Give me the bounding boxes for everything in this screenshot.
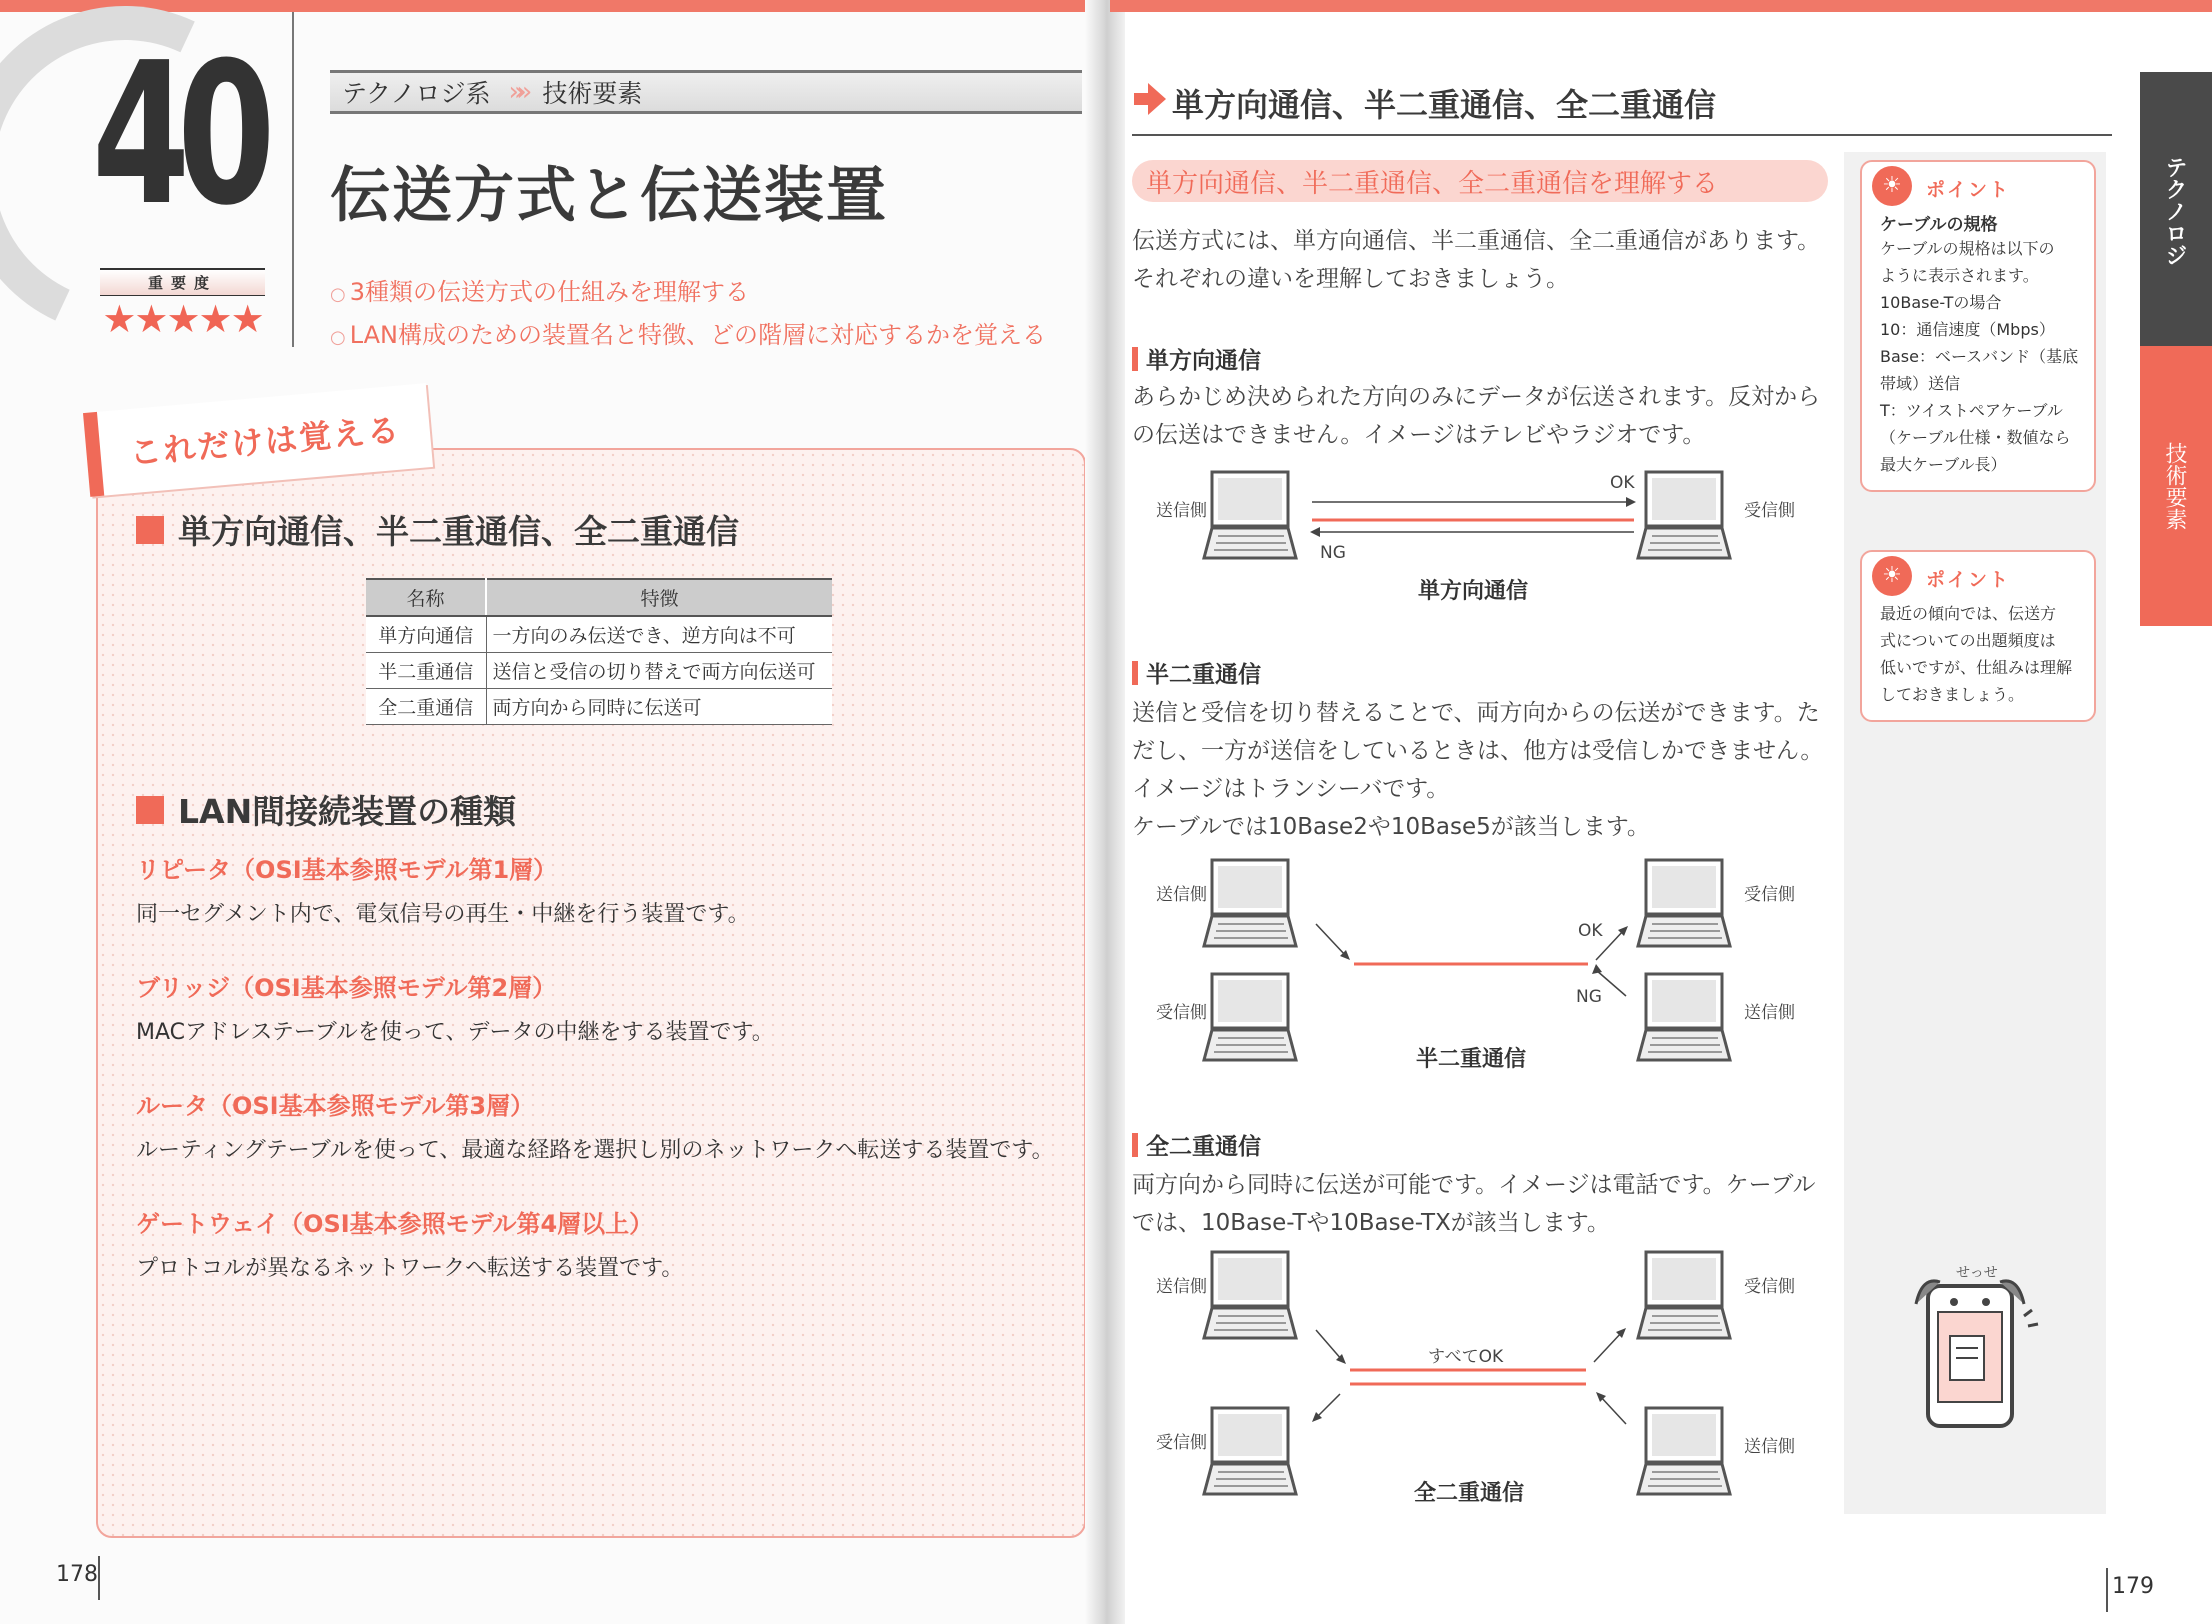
table-header-row bbox=[366, 579, 832, 616]
half-duplex-diagram bbox=[1140, 856, 1840, 1076]
top-accent-bar-right bbox=[1110, 0, 2212, 12]
ng-label: NG bbox=[1320, 543, 1346, 563]
table-cell: 両方向から同時に伝送可 bbox=[486, 689, 832, 725]
laptop-icon bbox=[1638, 974, 1730, 1060]
page-number-left: 178 bbox=[56, 1562, 98, 1587]
table-cell: 送信と受信の切り替えで両方向伝送可 bbox=[486, 653, 832, 689]
page-number-right: 179 bbox=[2112, 1574, 2154, 1599]
device-description: ルーティングテーブルを使って、最適な経路を選択し別のネットワークへ転送する装置です。 bbox=[136, 1138, 1054, 1163]
tl-label: 送信側 bbox=[1156, 885, 1207, 905]
objective-item: ○ LAN構成のための装置名と特徴、どの階層に対応するかを覚える bbox=[330, 321, 1047, 349]
section-heading-transmission: 単方向通信、半二重通信、全二重通信 bbox=[136, 506, 739, 553]
page-number-rule bbox=[2106, 1568, 2108, 1612]
br-label: 送信側 bbox=[1744, 1437, 1795, 1457]
point-header bbox=[1872, 160, 2010, 206]
laptop-icon bbox=[1204, 1408, 1296, 1494]
device-description: MACアドレステーブルを使って、データの中継をする装置です。 bbox=[136, 1020, 774, 1045]
device-name: リピータ（OSI基本参照モデル第1層） bbox=[136, 856, 558, 884]
table-header-cell: 特徴 bbox=[486, 579, 832, 616]
subheading-full-duplex: 全二重通信 bbox=[1132, 1128, 1261, 1161]
table-cell: 全二重通信 bbox=[366, 689, 486, 725]
ng-label: NG bbox=[1576, 987, 1602, 1007]
device-name: ゲートウェイ（OSI基本参照モデル第4層以上） bbox=[136, 1210, 654, 1238]
full-duplex-caption: 全二重通信 bbox=[1414, 1481, 1525, 1506]
page-title: 伝送方式と伝送装置 bbox=[330, 161, 888, 231]
intro-paragraph: 伝送方式には、単方向通信、半二重通信、全二重通信があります。 それぞれの違いを理解しておきましょう。 bbox=[1132, 228, 1821, 292]
device-item-router bbox=[136, 1086, 1054, 1164]
laptop-icon bbox=[1204, 860, 1296, 946]
receiver-laptop-icon bbox=[1638, 472, 1730, 558]
ok-label: OK bbox=[1578, 921, 1603, 941]
tr-label: 受信側 bbox=[1744, 885, 1795, 905]
point-label: ポイント bbox=[1926, 178, 2011, 201]
arrow-right-icon bbox=[1132, 81, 1172, 125]
section-heading-lan-devices: LAN間接続装置の種類 bbox=[136, 786, 516, 833]
half-duplex-caption: 半二重通信 bbox=[1416, 1047, 1527, 1072]
breadcrumb-category: テクノロジ系 bbox=[342, 79, 491, 108]
bl-label: 受信側 bbox=[1156, 1003, 1207, 1023]
left-page bbox=[0, 0, 1100, 1624]
subheading-simplex: 単方向通信 bbox=[1132, 342, 1261, 375]
receiver-label: 受信側 bbox=[1744, 501, 1795, 521]
point-box-trend: ☀ ポイント 最近の傾向では、伝送方 式についての出題頻度は 低いですが、仕組みは理解 しておきましょう。 bbox=[1860, 550, 2096, 722]
point-box-cable: ☀ ポイント ケーブルの規格 ケーブルの規格は以下の ように表示されます。 10Base-Tの場合 10：通信速度（Mbps） Base：ベースバンド（基底 帯域）送信 T：ツイストペアケーブル （ケーブル仕様・数値なら 最大ケーブル長） bbox=[1860, 160, 2096, 492]
page-number-rule bbox=[98, 1556, 100, 1600]
table-cell: 一方向のみ伝送でき、逆方向は不可 bbox=[486, 616, 832, 653]
tl-label: 送信側 bbox=[1156, 1277, 1207, 1297]
sender-label: 送信側 bbox=[1156, 501, 1207, 521]
half-duplex-paragraph: 送信と受信を切り替えることで、両方向からの伝送ができます。た だし、一方が送信をしているときは、他方は受信しかできません。 イメージはトランシーバです。 ケーブルでは10Base2や10Base5が該当します。 bbox=[1132, 700, 1824, 840]
simplex-paragraph: あらかじめ決められた方向のみにデータが伝送されます。反対から の伝送はできません。イメージはテレビやラジオです。 bbox=[1132, 384, 1821, 448]
laptop-icon bbox=[1638, 1252, 1730, 1338]
point-label: ポイント bbox=[1926, 568, 2011, 591]
objectives-list bbox=[330, 272, 1046, 358]
breadcrumb-topic: 技術要素 bbox=[542, 79, 643, 108]
memo-tab-label: これだけは覚える bbox=[127, 410, 403, 473]
mascot-label: せっせ bbox=[1956, 1265, 1998, 1281]
section-pill: 単方向通信、半二重通信、全二重通信を理解する bbox=[1132, 160, 1828, 202]
chapter-number: 40 bbox=[92, 21, 263, 249]
laptop-icon bbox=[1638, 1408, 1730, 1494]
right-title-rule bbox=[1132, 134, 2112, 136]
header-divider bbox=[292, 12, 294, 347]
side-tab-category: テクノロジ bbox=[2140, 72, 2212, 346]
device-description: プロトコルが異なるネットワークへ転送する装置です。 bbox=[136, 1256, 684, 1281]
breadcrumb-chevron-icon: »» bbox=[508, 77, 525, 107]
point-header bbox=[1872, 550, 2010, 596]
book-gutter bbox=[1085, 0, 1125, 1624]
transmission-table bbox=[366, 578, 832, 725]
full-duplex-paragraph: 両方向から同時に伝送が可能です。イメージは電話です。ケーブル では、10Base-Tや10Base-TXが該当します。 bbox=[1132, 1172, 1816, 1236]
full-duplex-diagram bbox=[1140, 1250, 1840, 1512]
device-name: ルータ（OSI基本参照モデル第3層） bbox=[136, 1092, 535, 1120]
simplex-caption: 単方向通信 bbox=[1418, 579, 1529, 604]
breadcrumb bbox=[330, 70, 1082, 114]
laptop-icon bbox=[1204, 1252, 1296, 1338]
device-item-repeater bbox=[136, 850, 750, 928]
importance-label: 重要度 bbox=[100, 268, 265, 296]
circle-bullet-icon: ○ bbox=[330, 284, 346, 305]
device-description: 同一セグメント内で、電気信号の再生・中継を行う装置です。 bbox=[136, 902, 750, 927]
bl-label: 受信側 bbox=[1156, 1433, 1207, 1453]
right-section-title: 単方向通信、半二重通信、全二重通信 bbox=[1132, 80, 1716, 126]
square-bullet-icon bbox=[136, 796, 164, 824]
heading-bar-icon bbox=[1132, 1133, 1138, 1157]
table-cell: 半二重通信 bbox=[366, 653, 486, 689]
all-ok-label: すべてOK bbox=[1428, 1347, 1504, 1367]
table-row bbox=[366, 653, 832, 689]
objective-item: ○ 3種類の伝送方式の仕組みを理解する bbox=[330, 278, 749, 306]
laptop-icon bbox=[1204, 974, 1296, 1060]
table-header-cell: 名称 bbox=[366, 579, 486, 616]
br-label: 送信側 bbox=[1744, 1003, 1795, 1023]
tr-label: 受信側 bbox=[1744, 1277, 1795, 1297]
table-cell: 単方向通信 bbox=[366, 616, 486, 653]
laptop-icon bbox=[1638, 860, 1730, 946]
importance-stars-icon: ★★★★★ bbox=[102, 297, 263, 341]
device-item-gateway bbox=[136, 1204, 683, 1282]
mascot-phone-icon bbox=[1892, 1256, 2052, 1456]
importance-rating bbox=[100, 268, 265, 342]
table-row bbox=[366, 616, 832, 653]
side-tab-topic: 技術要素 bbox=[2140, 346, 2212, 626]
point-title: ケーブルの規格 bbox=[1880, 215, 1998, 235]
table-row bbox=[366, 689, 832, 725]
sender-laptop-icon bbox=[1204, 472, 1296, 558]
square-bullet-icon bbox=[136, 516, 164, 544]
ok-label: OK bbox=[1610, 473, 1635, 493]
simplex-diagram bbox=[1140, 468, 1840, 618]
circle-bullet-icon: ○ bbox=[330, 327, 346, 348]
device-item-bridge bbox=[136, 968, 774, 1046]
subheading-half-duplex: 半二重通信 bbox=[1132, 656, 1261, 689]
lightbulb-icon: ☀ bbox=[1872, 166, 1912, 206]
lightbulb-icon: ☀ bbox=[1872, 556, 1912, 596]
device-name: ブリッジ（OSI基本参照モデル第2層） bbox=[136, 974, 557, 1002]
heading-bar-icon bbox=[1132, 661, 1138, 685]
heading-bar-icon bbox=[1132, 347, 1138, 371]
